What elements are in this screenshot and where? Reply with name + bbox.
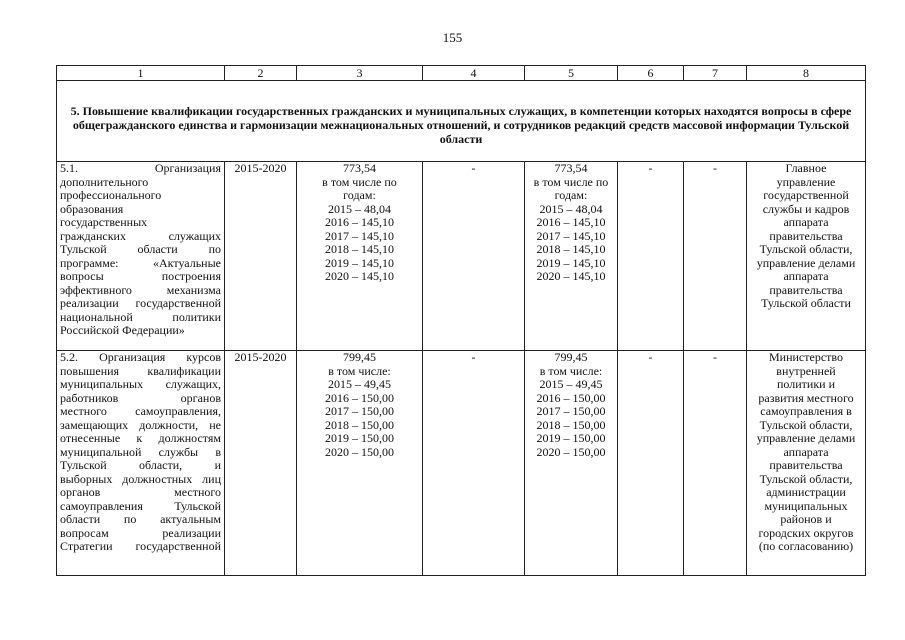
- executor-line: аппарата: [783, 269, 829, 283]
- description-line: отнесенные к должностям: [60, 431, 221, 445]
- executor-line: (по согласованию): [758, 539, 854, 553]
- column-number: 8: [747, 66, 866, 81]
- funding-line: 2016 – 150,00: [536, 390, 606, 405]
- funding-line: 2018 – 145,10: [536, 242, 606, 256]
- funding-line: 799,45: [343, 350, 376, 364]
- funding-line: 773,54: [343, 161, 376, 175]
- funding-line: годам:: [343, 188, 376, 202]
- table-row: [57, 162, 866, 351]
- description-line: Российской Федерации»: [60, 323, 185, 337]
- section-row: [57, 81, 866, 162]
- column-4-cell: -: [423, 162, 525, 351]
- funding-line: 2016 – 145,10: [325, 215, 394, 229]
- executor-line: районов и: [780, 512, 832, 526]
- funding-line: 2017 – 150,00: [325, 404, 394, 418]
- executor-line: Главное: [785, 161, 827, 175]
- executor-line: аппарата: [783, 215, 829, 229]
- executor-line: правительства: [769, 282, 843, 297]
- description-line: замещающих должности, не: [60, 417, 221, 432]
- description-line: эффективного механизма: [60, 282, 221, 297]
- funding-line: 2016 – 145,10: [536, 215, 606, 229]
- funding-line: 2015 – 48,04: [539, 201, 603, 216]
- executor-line: государственной: [763, 188, 849, 202]
- executor-line: самоуправления в: [760, 404, 852, 418]
- description-line: местного самоуправления,: [60, 404, 221, 418]
- table-row: [57, 351, 866, 576]
- column-7-cell: -: [684, 351, 747, 576]
- funding-line: в том числе по: [533, 174, 609, 189]
- funding-line: 2019 – 150,00: [536, 431, 606, 445]
- executor-cell: [747, 162, 866, 351]
- column-number: 7: [684, 66, 747, 81]
- funding-line: 2017 – 150,00: [536, 404, 606, 418]
- period-cell: 2015-2020: [225, 351, 297, 576]
- description-line: выборных должностных лиц: [60, 471, 221, 486]
- funding-line: 2017 – 145,10: [325, 228, 394, 243]
- column-7-cell: -: [684, 162, 747, 351]
- funding-line: 2020 – 145,10: [325, 269, 394, 283]
- column-6-cell: -: [618, 351, 684, 576]
- funding-line: в том числе:: [539, 363, 603, 378]
- funding-line: в том числе по: [322, 174, 397, 189]
- funding-line: 2020 – 145,10: [536, 269, 606, 283]
- description-line: Тульской области по: [60, 242, 221, 256]
- program-table: [56, 65, 866, 576]
- executor-line: правительства: [769, 458, 843, 472]
- measure-description: [57, 351, 225, 576]
- column-6-cell: -: [618, 162, 684, 351]
- description-line: реализации государственной: [60, 296, 221, 310]
- funding-line: 2019 – 145,10: [536, 255, 606, 270]
- funding-line: 2015 – 49,45: [539, 377, 603, 391]
- description-line: работников органов: [60, 390, 221, 405]
- total-funding-cell: [297, 351, 423, 576]
- funding-line: 2018 – 150,00: [325, 417, 394, 432]
- description-line: 5.2. Организация курсов: [60, 350, 221, 364]
- description-line: образования: [60, 201, 124, 216]
- description-line: вопросы построения: [60, 269, 221, 283]
- funding-line: 2018 – 150,00: [536, 417, 606, 432]
- description-line: органов местного: [60, 485, 221, 499]
- funding-line: 2017 – 145,10: [536, 228, 606, 243]
- column-number: 2: [225, 66, 297, 81]
- funding-line: 2020 – 150,00: [325, 444, 394, 459]
- period-cell: 2015-2020: [225, 162, 297, 351]
- executor-line: службы и кадров: [762, 201, 850, 216]
- column-number: 6: [618, 66, 684, 81]
- page-number: 155: [442, 30, 463, 45]
- executor-line: Тульской области,: [759, 417, 853, 432]
- description-line: государственных: [60, 215, 148, 229]
- section-title: 5. Повышение квалификации государственных гражданских и муниципальных служащих, в компетенции которых находятся вопросы в сфере общегражданского единства и гармонизации межнациональных отношений, и сотрудников редакций средств массовой информации Тульской области: [57, 81, 866, 162]
- executor-line: управление: [776, 174, 836, 189]
- description-line: национальной политики: [60, 309, 221, 324]
- column-number: 5: [525, 66, 618, 81]
- funding-line: 2020 – 150,00: [536, 444, 606, 459]
- column-number-row: [57, 66, 866, 81]
- funding-line: 2016 – 150,00: [325, 390, 394, 405]
- executor-line: Тульской области: [761, 296, 851, 310]
- executor-line: правительства: [769, 228, 843, 243]
- funding-line: 799,45: [554, 350, 588, 364]
- executor-line: внутренней: [776, 363, 836, 378]
- description-line: дополнительного: [60, 174, 149, 189]
- description-line: гражданских служащих: [60, 228, 221, 243]
- column-4-cell: -: [423, 351, 525, 576]
- executor-line: муниципальных: [764, 498, 848, 513]
- column-5-cell: [525, 351, 618, 576]
- total-funding-cell: [297, 162, 423, 351]
- description-line: Тульской области, и: [60, 458, 221, 472]
- executor-line: городских округов: [758, 525, 854, 540]
- executor-line: Тульской области,: [759, 242, 853, 256]
- executor-line: аппарата: [783, 444, 829, 459]
- column-5-cell: [525, 162, 618, 351]
- column-number: 1: [57, 66, 225, 81]
- column-number: 3: [297, 66, 423, 81]
- executor-line: Тульской области,: [759, 471, 853, 486]
- description-line: муниципальной службы в: [60, 444, 221, 459]
- description-line: вопросам реализации: [60, 525, 221, 540]
- funding-line: 2015 – 49,45: [328, 377, 391, 391]
- description-line: профессионального: [60, 188, 162, 202]
- funding-line: 2018 – 145,10: [325, 242, 394, 256]
- description-line: муниципальных служащих,: [60, 377, 221, 391]
- description-line: самоуправления Тульской: [60, 498, 221, 513]
- funding-line: годам:: [554, 188, 588, 202]
- funding-line: 773,54: [554, 161, 588, 175]
- funding-line: 2019 – 145,10: [325, 255, 394, 270]
- executor-line: развития местного: [758, 390, 854, 405]
- funding-line: 2015 – 48,04: [328, 201, 391, 216]
- description-line: 5.1. Организация: [60, 161, 221, 175]
- funding-line: 2019 – 150,00: [325, 431, 394, 445]
- executor-line: управление делами: [756, 255, 856, 270]
- executor-line: политики и: [776, 377, 835, 391]
- description-line: Стратегии государственной: [60, 539, 221, 553]
- column-number: 4: [423, 66, 525, 81]
- description-line: программе: «Актуальные: [60, 255, 221, 270]
- funding-line: в том числе:: [328, 363, 391, 378]
- executor-cell: [747, 351, 866, 576]
- measure-description: [57, 162, 225, 351]
- executor-line: управление делами: [756, 431, 856, 445]
- description-line: повышения квалификации: [60, 363, 221, 378]
- description-line: области по актуальным: [60, 512, 221, 526]
- executor-line: Министерство: [769, 350, 843, 364]
- executor-line: администрации: [766, 485, 846, 499]
